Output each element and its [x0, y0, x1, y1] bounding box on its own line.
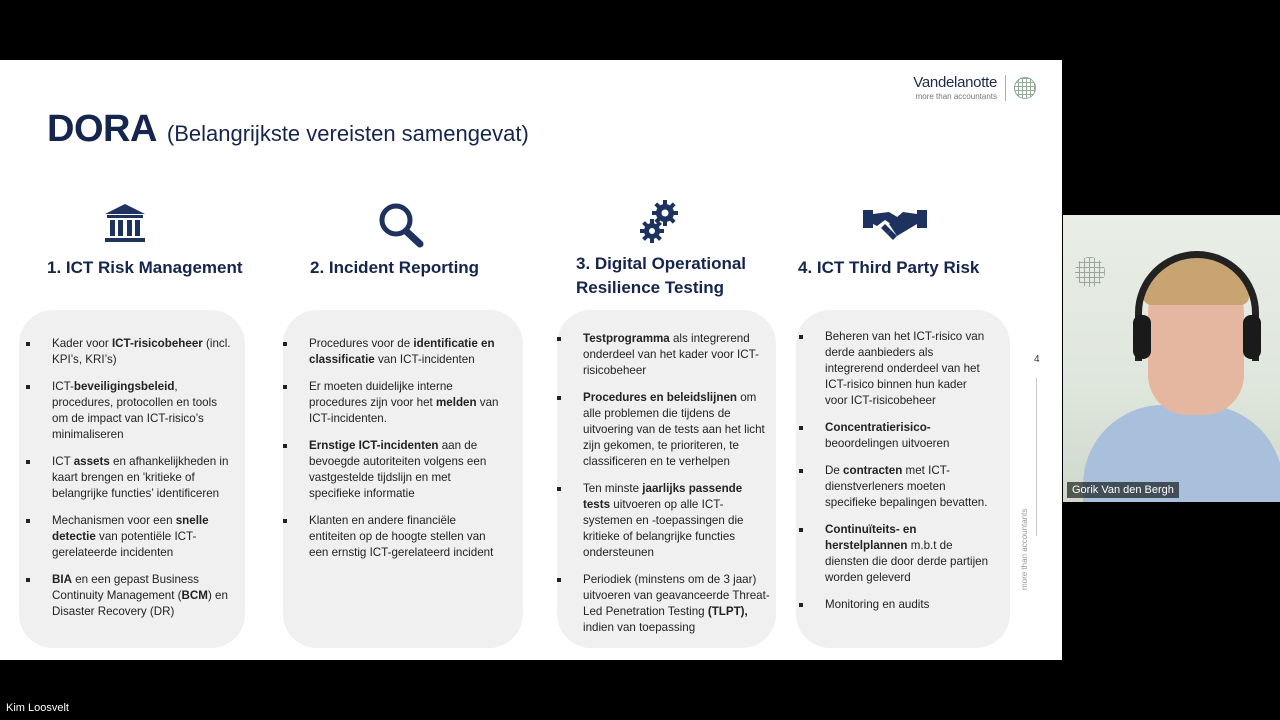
search-icon [377, 202, 425, 253]
bullet-item: Ernstige ICT-incidenten aan de bevoegde autoriteiten volgens een vastgestelde tijdslijn en met specifieke informatie [309, 438, 505, 502]
column-title-3: 3. Digital Operational Resilience Testing [576, 254, 747, 297]
card-third-party-risk [796, 310, 1010, 648]
title-main: DORA [47, 108, 157, 150]
column-title-1: 1. ICT Risk Management [47, 258, 243, 277]
wall-logo-icon [1075, 257, 1105, 287]
bank-icon [103, 202, 147, 249]
divider [1036, 378, 1037, 536]
bullet-item: Mechanismen voor een snelle detectie van potentiële ICT-gerelateerde incidenten [52, 513, 231, 561]
logo-tagline: more than accountants [915, 92, 997, 101]
participant-name-tag: Gorik Van den Bergh [1067, 482, 1179, 498]
bullet-item: Er moeten duidelijke interne procedures zijn voor het melden van ICT-incidenten. [309, 379, 505, 427]
globe-icon [1014, 77, 1036, 99]
handshake-icon [863, 206, 927, 251]
card-ict-risk-management [19, 310, 245, 648]
active-participant-name: Kim Loosvelt [6, 702, 69, 714]
bullet-item: ICT-beveiligingsbeleid, procedures, protocollen en tools om de impact van ICT-risico’s minimaliseren [52, 379, 231, 443]
bullet-item: Procedures en beleidslijnen om alle problemen die tijdens de uitvoering van de tests aan het licht zijn gekomen, te prioriteren, te classificeren en te verhelpen [583, 390, 772, 470]
bullet-item: Continuïteits- en herstelplannen m.b.t de diensten die door derde partijen worden geleverd [825, 522, 992, 586]
bullet-item: Periodiek (minstens om de 3 jaar) uitvoeren van geavanceerde Threat-Led Penetration Testing (TLPT), indien van toepassing [583, 572, 772, 636]
bullet-item: Beheren van het ICT-risico van derde aanbieders als integrerend onderdeel van het ICT-risico binnen hun kader voor ICT-risicobeheer [825, 329, 992, 409]
bullet-item: ICT assets en afhankelijkheden in kaart brengen en 'kritieke of belangrijke functies’ identificeren [52, 454, 231, 502]
page-number: 4 [1034, 354, 1040, 365]
side-tagline: more than accountants [1020, 508, 1029, 590]
bullet-item: Concentratierisico- beoordelingen uitvoeren [825, 420, 992, 452]
bullet-item: Kader voor ICT-risicobeheer (incl. KPI’s, KRI’s) [52, 337, 231, 366]
column-title-2: 2. Incident Reporting [310, 258, 480, 277]
bullet-item: Klanten en andere financiële entiteiten op de hoogte stellen van een ernstig ICT-gerelateerd incident [309, 513, 505, 561]
card-incident-reporting [283, 310, 523, 648]
company-logo [913, 74, 1036, 101]
slide-title [47, 108, 529, 151]
headset-icon [1135, 251, 1259, 361]
card-resilience-testing [557, 310, 776, 648]
bullet-item: Ten minste jaarlijks passende tests uitvoeren op alle ICT-systemen en -toepassingen die kritieke of belangrijke functies ondersteunen [583, 481, 772, 561]
gears-icon [640, 199, 680, 250]
bullet-item: Testprogramma als integrerend onderdeel van het kader voor ICT-risicobeheer [583, 331, 772, 379]
bullet-item: Monitoring en audits [825, 597, 992, 613]
logo-name: Vandelanotte [913, 74, 997, 91]
column-title-4: 4. ICT Third Party Risk [798, 258, 980, 277]
title-sub: (Belangrijkste vereisten samengevat) [166, 121, 529, 146]
bullet-item: BIA en een gepast Business Continuity Management (BCM) en Disaster Recovery (DR) [52, 572, 231, 620]
presentation-slide [0, 60, 1062, 660]
participant-video[interactable] [1063, 215, 1280, 502]
bullet-item: De contracten met ICT-dienstverleners moeten specifieke bepalingen bevatten. [825, 463, 992, 511]
bullet-item: Procedures voor de identificatie en classificatie van ICT-incidenten [309, 336, 505, 368]
